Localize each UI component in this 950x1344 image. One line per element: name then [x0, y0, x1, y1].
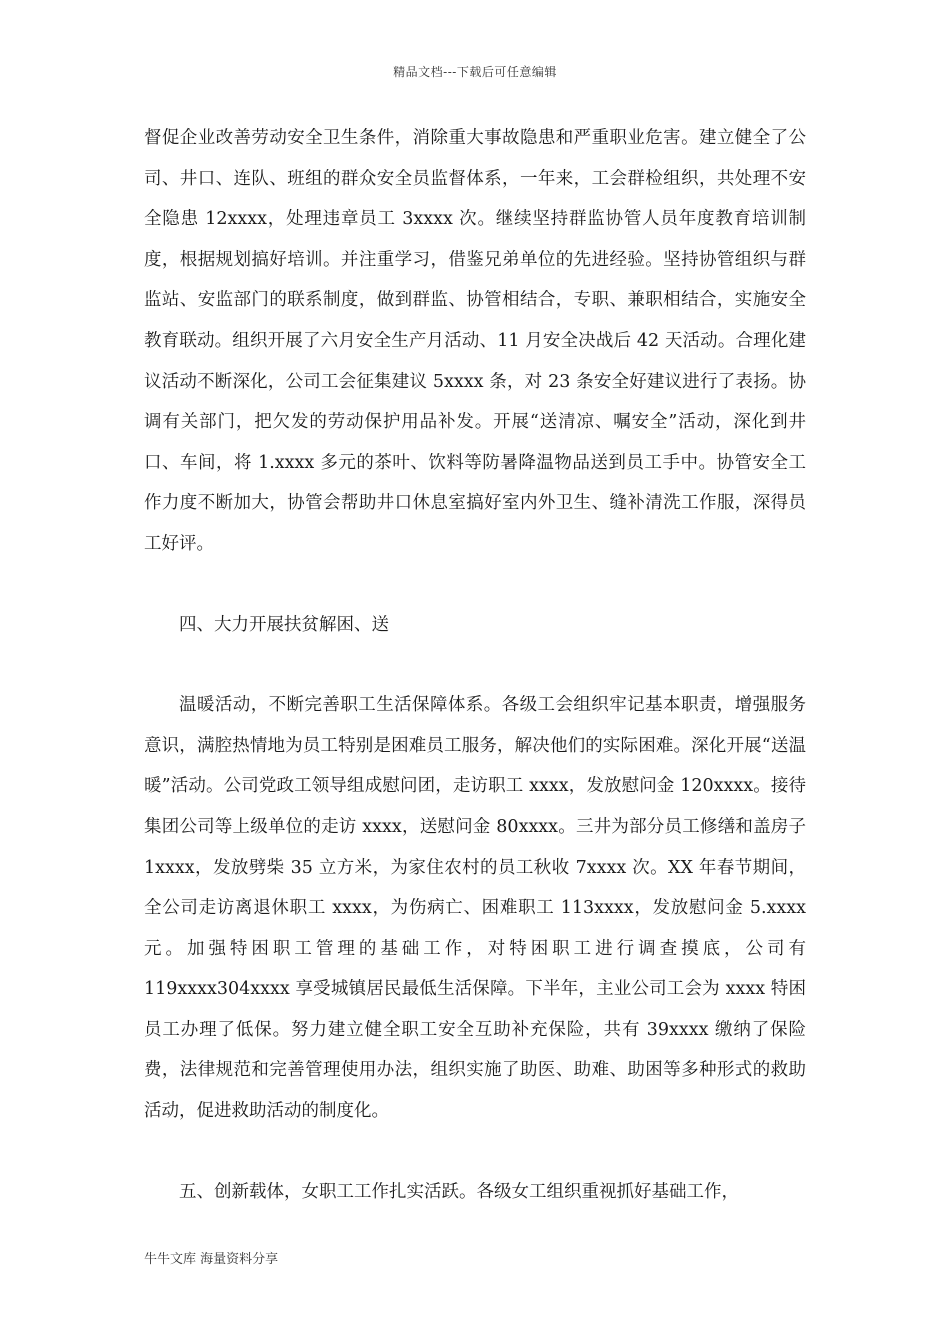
paragraph-gap — [144, 1132, 806, 1172]
section-heading-five: 五、创新载体，女职工工作扎实活跃。各级女工组织重视抓好基础工作， — [179, 1181, 739, 1202]
paragraph-gap — [144, 565, 806, 605]
page-footer: 牛牛文库 海量资料分享 — [144, 1252, 279, 1267]
document-body — [144, 118, 806, 1212]
paragraph-welfare: 温暖活动，不断完善职工生活保障体系。各级工会组织牢记基本职责，增强服务意识，满腔热情地为员工特别是困难员工服务，解决他们的实际困难。深化开展“送温暖”活动。公司党政工领导组成慰问团，走访职工 xxxx，发放慰问金 120xxxx。接待集团公司等上级单位的走访 xxxx，送慰问金 80xxxx。三井为部分员工修缮和盖房子 1xxxx，发放劈柴 35 立方米，为家住农村的员工秋收 7xxxx 次。XX 年春节期间，全公司走访离退休职工 xxxx，为伤病亡、困难职工 113xxxx，发放慰问金 5.xxxx 元。加强特困职工管理的基础工作，对特困职工进行调查摸底，公司有 119xxxx304xxxx 享受城镇居民最低生活保障。下半年，主业公司工会为 xxxx 特困员工办理了低保。努力建立健全职工安全互助补充保险，共有 39xxxx 缴纳了保险费，法律规范和完善管理使用办法，组织实施了助医、助难、助困等多种形式的救助活动，促进救助活动的制度化。 — [144, 695, 806, 1122]
page-header: 精品文档---下载后可任意编辑 — [393, 65, 557, 79]
paragraph-gap — [144, 645, 806, 685]
paragraph-safety-supervision: 督促企业改善劳动安全卫生条件，消除重大事故隐患和严重职业危害。建立健全了公司、井口、连队、班组的群众安全员监督体系，一年来，工会群检组织，共处理不安全隐患 12xxxx，处理违章员工 3xxxx 次。继续坚持群监协管人员年度教育培训制度，根据规划搞好培训。并注重学习，借鉴兄弟单位的先进经验。坚持协管组织与群监站、安监部门的联系制度，做到群监、协管相结合，专职、兼职相结合，实施安全教育联动。组织开展了六月安全生产月活动、11 月安全决战后 42 天活动。合理化建议活动不断深化，公司工会征集建议 5xxxx 条，对 23 条安全好建议进行了表扬。协调有关部门，把欠发的劳动保护用品补发。开展“送清凉、嘱安全”活动，深化到井口、车间，将 1.xxxx 多元的茶叶、饮料等防暑降温物品送到员工手中。协管安全工作力度不断加大，协管会帮助井口休息室搞好室内外卫生、缝补清洗工作服，深得员工好评。 — [144, 128, 806, 554]
section-heading-four: 四、大力开展扶贫解困、送 — [179, 614, 389, 635]
